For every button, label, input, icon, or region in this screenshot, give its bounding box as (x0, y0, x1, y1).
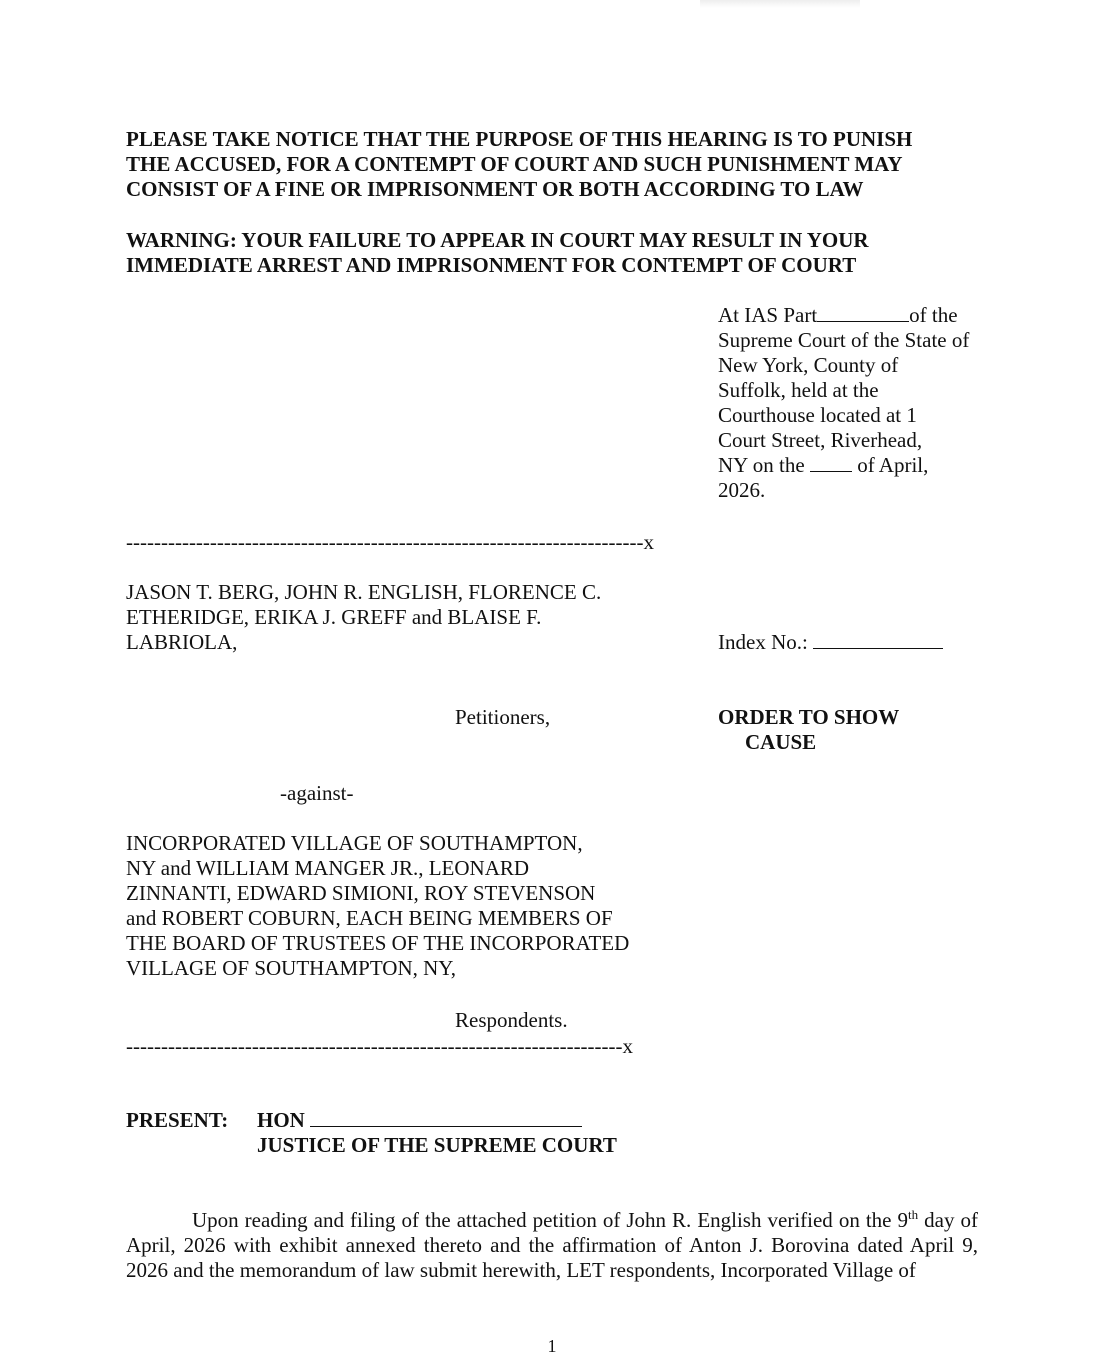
caption-line: New York, County of (718, 353, 899, 377)
caption-line (718, 453, 998, 478)
caption-line: Supreme Court of the State of (718, 328, 970, 352)
respondent-line: ZINNANTI, EDWARD SIMIONI, ROY STEVENSON (126, 881, 596, 905)
caption-line (718, 303, 998, 328)
scan-smudge (700, 0, 860, 8)
caption-text: NY on the (718, 453, 805, 477)
notice-line: PLEASE TAKE NOTICE THAT THE PURPOSE OF THIS HEARING IS TO PUNISH (126, 127, 913, 151)
petitioners-block (126, 580, 646, 655)
petitioner-line: ETHERIDGE, ERIKA J. GREFF and BLAISE F. (126, 605, 542, 629)
court-caption (718, 303, 998, 503)
arrest-warning (126, 228, 1006, 278)
warning-line: WARNING: YOUR FAILURE TO APPEAR IN COURT MAY RESULT IN YOUR (126, 228, 869, 252)
hon-label: HON (257, 1108, 305, 1132)
notice-line: THE ACCUSED, FOR A CONTEMPT OF COURT AND SUCH PUNISHMENT MAY (126, 152, 903, 176)
ordinal-suffix: th (908, 1207, 919, 1222)
present-line (126, 1108, 826, 1133)
index-label: Index No.: (718, 630, 808, 654)
respondent-line: VILLAGE OF SOUTHAMPTON, NY, (126, 956, 456, 980)
index-number (718, 630, 943, 655)
caption-divider-top: --------------------------------------------------------------------------x (126, 530, 654, 554)
body-text: day of April, 2026 with exhibit annexed thereto and the affirmation of Anton J. Borovina dated April 9, 2026 and the memorandum of law submit herewith, LET respondents, Incorporated Village of (126, 1208, 978, 1282)
document-title (718, 705, 978, 755)
present-block (126, 1108, 826, 1158)
contempt-notice (126, 127, 1006, 202)
title-line: ORDER TO SHOW (718, 705, 900, 729)
justice-title: JUSTICE OF THE SUPREME COURT (257, 1133, 617, 1157)
title-line: CAUSE (745, 730, 817, 754)
respondent-line: THE BOARD OF TRUSTEES OF THE INCORPORATED (126, 931, 630, 955)
caption-line: 2026. (718, 478, 766, 502)
day-blank (810, 453, 852, 472)
against-label: -against- (280, 781, 354, 805)
caption-text: of April, (857, 453, 929, 477)
warning-line: IMMEDIATE ARREST AND IMPRISONMENT FOR CONTEMPT OF COURT (126, 253, 857, 277)
justice-name-blank (310, 1108, 582, 1127)
respondents-label: Respondents. (455, 1008, 568, 1032)
present-label: PRESENT: (126, 1108, 229, 1132)
caption-line: Courthouse located at 1 (718, 403, 917, 427)
index-blank (813, 630, 943, 649)
body-text: Upon reading and filing of the attached petition of John R. English verified on the 9 (192, 1208, 909, 1232)
respondent-line: NY and WILLIAM MANGER JR., LEONARD (126, 856, 530, 880)
respondent-line: and ROBERT COBURN, EACH BEING MEMBERS OF (126, 906, 613, 930)
petitioner-line: LABRIOLA, (126, 630, 238, 654)
notice-line: CONSIST OF A FINE OR IMPRISONMENT OR BOTH ACCORDING TO LAW (126, 177, 864, 201)
caption-text: of the (909, 303, 958, 327)
petitioner-line: JASON T. BERG, JOHN R. ENGLISH, FLORENCE C. (126, 580, 602, 604)
caption-line: Suffolk, held at the (718, 378, 879, 402)
page-number: 1 (547, 1336, 557, 1356)
caption-line: Court Street, Riverhead, (718, 428, 923, 452)
caption-text: At IAS Part (718, 303, 818, 327)
respondents-block (126, 831, 686, 981)
part-blank (817, 303, 909, 322)
petitioners-label: Petitioners, (455, 705, 551, 729)
caption-divider-bottom: -----------------------------------------------------------------------x (126, 1034, 634, 1058)
order-body-paragraph (126, 1208, 978, 1283)
respondent-line: INCORPORATED VILLAGE OF SOUTHAMPTON, (126, 831, 583, 855)
